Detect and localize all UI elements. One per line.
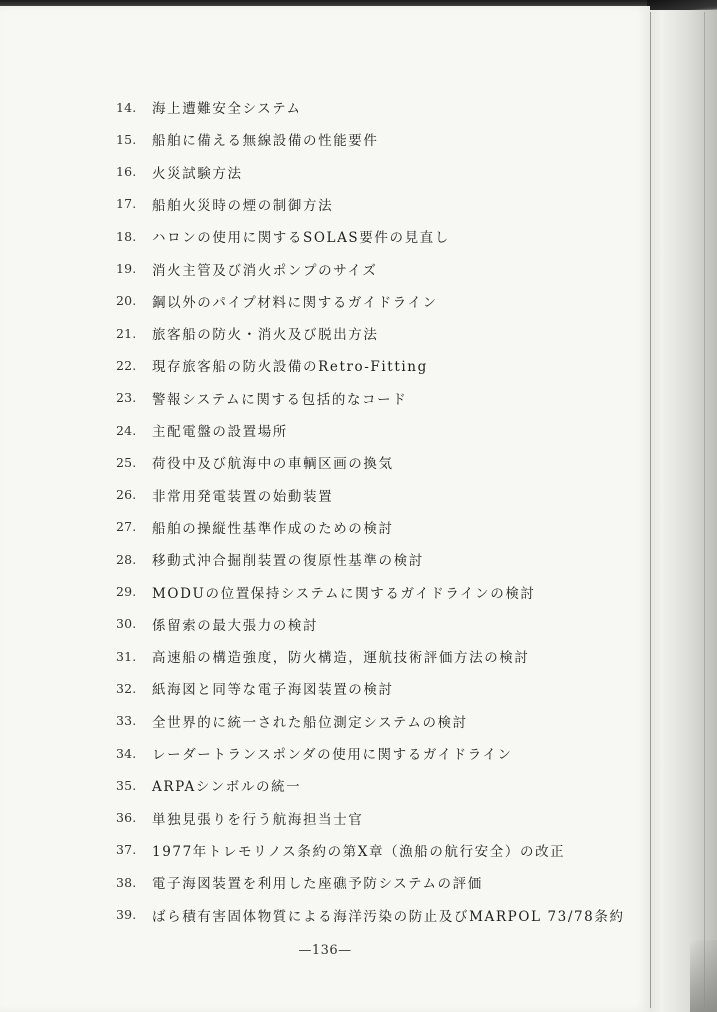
list-item-number: 22. [116, 357, 137, 373]
page-corner-shadow [690, 940, 717, 1012]
list-item-number: 24. [116, 422, 137, 438]
list-item-number: 34. [116, 745, 137, 761]
list-item-number: 17. [116, 196, 137, 212]
list-item [116, 290, 438, 312]
list-item [116, 354, 428, 376]
list-item-number: 39. [116, 907, 137, 922]
list-item-text: 移動式沖合掘削装置の復原性基準の検討 [152, 553, 424, 570]
list-item [116, 613, 318, 635]
page-edge-line-outer [704, 12, 705, 1008]
list-item-number: 29. [116, 584, 137, 599]
list-item [116, 871, 483, 893]
list-item-number: 18. [116, 228, 137, 244]
list-item [116, 645, 530, 667]
list-item-text: 船舶火災時の煙の制御方法 [152, 197, 334, 214]
list-item-number: 38. [116, 874, 137, 890]
list-item-text: 1977年トレモリノス条約の第Ⅹ章（漁船の航行安全）の改正 [152, 843, 566, 860]
list-item-number: 37. [116, 842, 137, 858]
list-item [116, 774, 301, 796]
list-item-number: 25. [116, 454, 137, 470]
list-item-number: 35. [116, 777, 137, 793]
list-item-text: MODUの位置保持システムに関するガイドラインの検討 [152, 585, 536, 602]
page-number: —136— [298, 943, 352, 958]
list-item-text: 高速船の構造強度，防火構造，運航技術評価方法の検討 [152, 650, 530, 667]
list-item [116, 419, 288, 441]
page-edge-line [650, 12, 651, 1008]
list-item [116, 548, 424, 570]
list-item-text: レーダートランスポンダの使用に関するガイドライン [152, 747, 513, 763]
list-item [116, 581, 536, 603]
list-item-text: ばら積有害固体物質による海洋汚染の防止及びMARPOL 73/78条約 [152, 908, 625, 925]
list-item [116, 451, 394, 473]
list-item-text: 非常用発電装置の始動装置 [152, 488, 334, 505]
list-item-text: 主配電盤の設置場所 [152, 424, 288, 440]
list-item-text: 船舶に備える無線設備の性能要件 [152, 133, 379, 150]
list-item-text: 消火主管及び消火ポンプのサイズ [152, 262, 378, 279]
list-item-text: 鋼以外のパイプ材料に関するガイドライン [152, 294, 438, 311]
list-item [116, 258, 377, 280]
list-item [116, 225, 450, 247]
list-item-text: 警報システムに関する包括的なコード [152, 391, 408, 408]
list-item-number: 14. [116, 99, 137, 115]
list-item-text: 係留索の最大張力の検討 [152, 617, 319, 634]
list-item-number: 32. [116, 680, 137, 696]
list-item-number: 20. [116, 293, 137, 309]
list-item [116, 516, 394, 538]
list-item-text: 全世界的に統一された船位測定システムの検討 [152, 714, 468, 731]
list-item [116, 161, 243, 183]
list-item-text: ARPAシンボルの統一 [152, 779, 302, 796]
list-item-text: 海上遭難安全システム [152, 101, 302, 117]
list-item-number: 23. [116, 390, 137, 406]
list-item-number: 31. [116, 648, 137, 664]
list-item [116, 742, 513, 764]
list-item-text: 旅客船の防火・消火及び脱出方法 [152, 327, 379, 344]
list-item [116, 128, 379, 150]
list-item [116, 387, 407, 409]
list-item-number: 28. [116, 551, 137, 567]
list-item-number: 36. [116, 810, 137, 826]
list-item [116, 193, 333, 215]
list-item [116, 807, 363, 829]
page-edge [648, 10, 717, 1012]
list-item-number: 26. [116, 487, 137, 503]
list-item [116, 839, 565, 861]
list-item-text: 船舶の操縦性基準作成のための検討 [152, 520, 394, 537]
list-item [116, 322, 379, 344]
list-item-number: 30. [116, 616, 137, 632]
list-item-number: 21. [116, 325, 137, 341]
list-item [116, 677, 394, 699]
list-item [116, 484, 333, 506]
list-item-number: 19. [116, 261, 137, 276]
list-item-number: 15. [116, 131, 137, 147]
list-item [116, 904, 625, 926]
list-item-text: 紙海図と同等な電子海図装置の検討 [152, 682, 394, 699]
list-item-text: ハロンの使用に関するSOLAS要件の見直し [152, 230, 450, 247]
list-item-text: 電子海図装置を利用した座礁予防システムの評価 [152, 876, 483, 893]
list-item-number: 16. [116, 164, 137, 180]
list-item-number: 33. [116, 713, 137, 729]
list-item-text: 単独見張りを行う航海担当士官 [152, 811, 364, 828]
list-item-number: 27. [116, 519, 137, 535]
list-item [116, 710, 468, 732]
list-item-text: 火災試験方法 [152, 165, 243, 182]
list-item-text: 荷役中及び航海中の車輌区画の換気 [152, 456, 394, 473]
list-item-text: 現存旅客船の防火設備のRetro-Fitting [152, 359, 428, 376]
list-item [116, 96, 302, 118]
